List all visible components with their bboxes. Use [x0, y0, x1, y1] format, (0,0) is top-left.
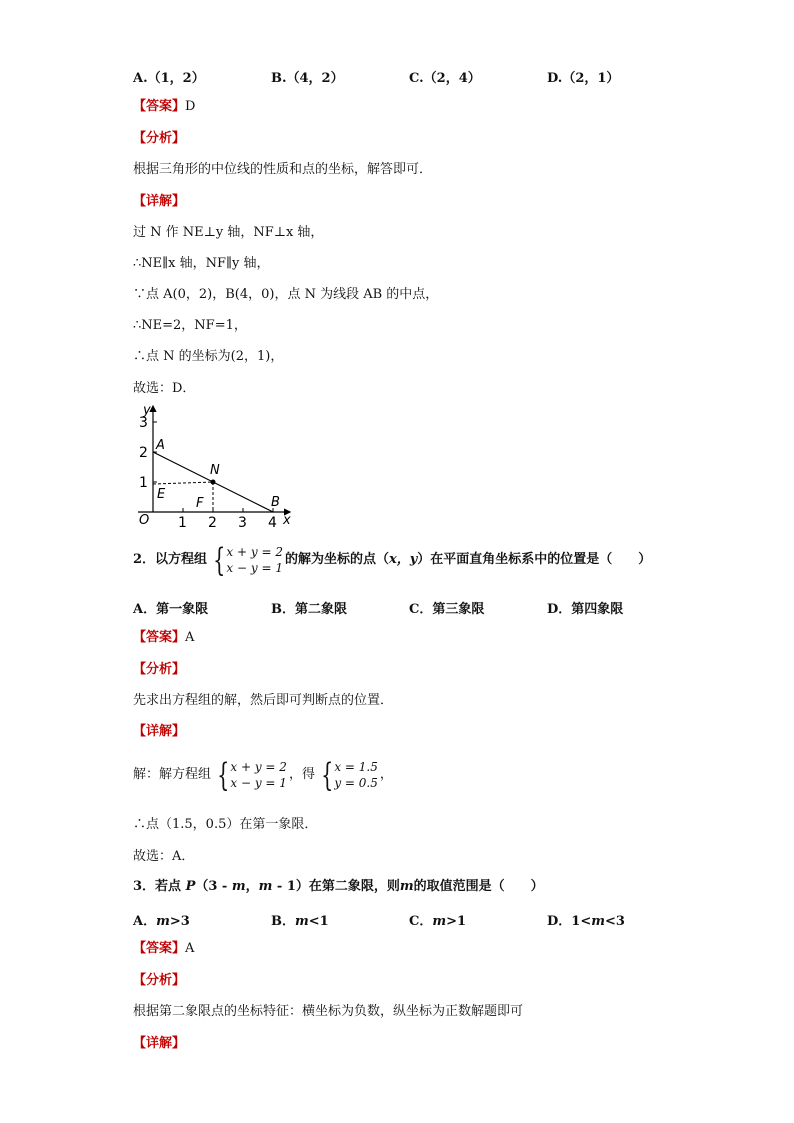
q1-option-d: D.（2，1） [547, 71, 620, 86]
q1-detail-line-3: ∵点 A(0，2)，B(4，0)，点 N 为线段 AB 的中点， [133, 287, 439, 302]
q1-answer-tag: 【答案】 [133, 99, 186, 114]
q1-analysis: 根据三角形的中位线的性质和点的坐标，解答即可． [133, 162, 433, 177]
q3-stem-m3: m [399, 879, 414, 894]
q3-stem-p: P [185, 879, 196, 894]
q2-option-b: B．第二象限 [271, 602, 347, 617]
q3-stem-part-e: 的取值范围是（ ） [413, 879, 544, 894]
q2-stem-prefix: 2．以方程组 [133, 552, 208, 567]
q2-solution-system: { x = 1.5 y = 0.5 [321, 756, 378, 794]
q1-detail-tag: 【详解】 [133, 194, 186, 209]
q1-option-c: C.（2，4） [409, 71, 481, 86]
q2-stem-suffix-b: ）在平面直角坐标系中的位置是（ ） [417, 552, 652, 567]
y-tick-3: 3 [139, 415, 148, 431]
x-axis-label: x [283, 513, 291, 528]
q2-detail-eq1: x + y = 2 [230, 760, 287, 774]
q2-choice: 故选：A． [133, 849, 195, 864]
q2-detail-end: ， [379, 767, 393, 782]
y-tick-2: 2 [139, 445, 148, 461]
origin-label: O [139, 513, 150, 528]
q3-option-c: C．m>1 [409, 914, 467, 929]
q1-detail-line-1: 过 N 作 NE⊥y 轴，NF⊥x 轴， [133, 225, 324, 240]
y-axis-label: y [143, 403, 151, 418]
q3-stem-part-b: （3 - [195, 879, 232, 894]
q2-detail-solve [133, 756, 393, 794]
q1-option-b: B.（4，2） [271, 71, 344, 86]
y-tick-1: 1 [139, 475, 148, 491]
q1-detail-line-6: 故选：D． [133, 381, 196, 396]
q1-analysis-tag: 【分析】 [133, 131, 186, 146]
q3-stem-m1: m [231, 879, 246, 894]
q3-answer-line [133, 940, 194, 958]
point-f-label: F [196, 496, 204, 511]
q3-option-a: A．m>3 [133, 914, 190, 929]
q2-answer: A [185, 630, 195, 645]
q3-analysis: 根据第二象限点的坐标特征：横坐标为负数，纵坐标为正数解题即可 [133, 1004, 524, 1019]
point-n-label: N [210, 463, 220, 478]
q3-analysis-tag: 【分析】 [133, 973, 186, 988]
x-tick-4: 4 [268, 515, 277, 530]
q1-coordinate-figure [130, 400, 300, 530]
q3-stem-part-a: 3．若点 [133, 879, 186, 894]
q2-detail-mid: ，得 [288, 767, 315, 782]
q3-option-b: B．m<1 [271, 914, 329, 929]
q2-system-eq1: x + y = 2 [226, 545, 283, 559]
q2-option-c: C．第三象限 [409, 602, 485, 617]
q2-answer-line [133, 629, 194, 647]
q1-option-a: A.（1，2） [133, 71, 205, 86]
q3-stem-m2: m [258, 879, 273, 894]
q1-answer-line [133, 98, 195, 116]
q2-solution-x: x = 1.5 [334, 760, 378, 774]
q3-answer: A [185, 941, 195, 956]
q1-detail-line-2: ∴NE∥x 轴，NF∥y 轴， [133, 256, 270, 271]
q3-detail-tag: 【详解】 [133, 1036, 186, 1051]
q3-stem-part-d: - 1）在第二象限，则 [272, 879, 400, 894]
q3-stem [133, 878, 544, 896]
q2-stem-suffix-a: 的解为坐标的点（ [284, 552, 389, 567]
point-n-dot [211, 480, 216, 485]
x-tick-3: 3 [238, 515, 247, 530]
q2-analysis: 先求出方程组的解，然后即可判断点的位置． [133, 693, 394, 708]
q2-system-eq2: x − y = 1 [226, 561, 283, 575]
q2-system: { x + y = 2 x − y = 1 [213, 541, 283, 579]
q2-option-a: A．第一象限 [133, 602, 209, 617]
q2-solution-y: y = 0.5 [334, 776, 378, 790]
point-a-label: A [156, 438, 165, 453]
q2-option-d: D．第四象限 [547, 602, 624, 617]
q2-analysis-tag: 【分析】 [133, 662, 186, 677]
x-tick-1: 1 [178, 515, 187, 530]
q2-stem [133, 543, 651, 577]
segment-ne [153, 482, 213, 484]
q2-answer-tag: 【答案】 [133, 630, 186, 645]
point-b-label: B [271, 495, 280, 510]
q3-option-d: D．1<m<3 [547, 914, 625, 929]
q2-detail-tag: 【详解】 [133, 724, 186, 739]
x-tick-2: 2 [208, 515, 217, 530]
point-e-label: E [157, 487, 166, 502]
q2-detail-prefix: 解：解方程组 [133, 767, 212, 782]
q2-stem-vars: x，y [388, 552, 418, 567]
q2-conclusion: ∴点（1.5，0.5）在第一象限． [133, 817, 318, 832]
q1-answer: D [185, 99, 196, 114]
q2-detail-system: { x + y = 2 x − y = 1 [217, 756, 287, 794]
q3-answer-tag: 【答案】 [133, 941, 186, 956]
q1-detail-line-4: ∴NE=2，NF=1， [133, 318, 247, 333]
q2-detail-eq2: x − y = 1 [230, 776, 287, 790]
q1-detail-line-5: ∴点 N 的坐标为(2，1)， [133, 349, 284, 364]
q3-stem-part-c: ， [245, 879, 259, 894]
